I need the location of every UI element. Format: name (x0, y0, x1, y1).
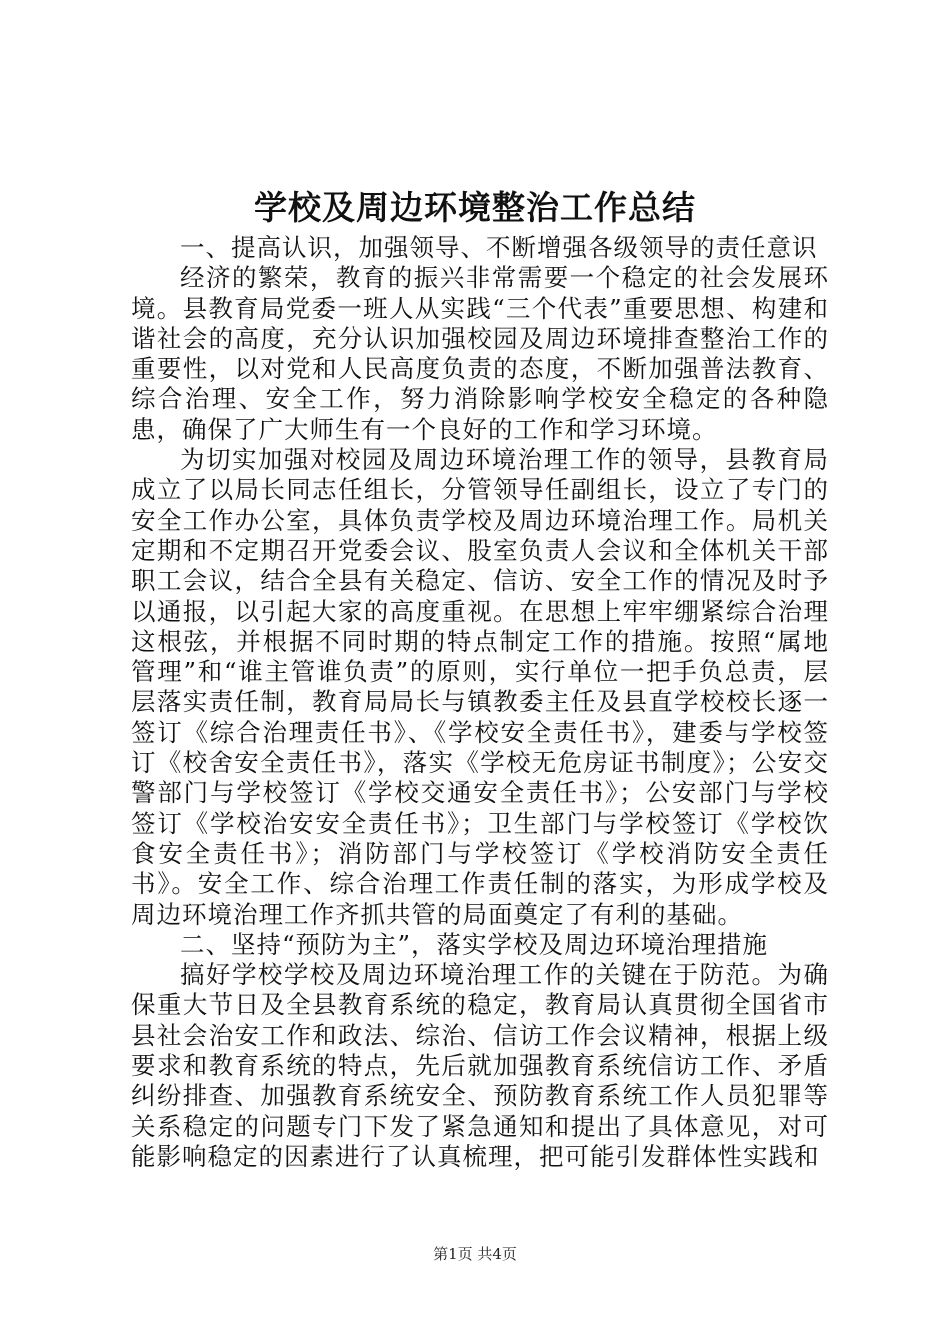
section-heading-2: 二、坚持“预防为主”，落实学校及周边环境治理措施 (180, 929, 769, 959)
section-heading-1: 一、提高认识，加强领导、不断增强各级领导的责任意识 (180, 233, 818, 262)
page-footer: 第1页 共4页 (433, 1245, 517, 1263)
document-title: 学校及周边环境整治工作总结 (254, 188, 696, 227)
body-paragraph: 为切实加强对校园及周边环境治理工作的领导，县教育局成立了以局长同志任组长，分管领导任副组长，设立了专门的安全工作办公室，具体负责学校及周边环境治理工作。局机关定期和不定期召开党委会议、股室负责人会议和全体机关干部职工会议，结合全县有关稳定、信访、安全工作的情况及时予以通报，以引起大家的高度重视。在思想上牢牢绷紧综合治理这根弦，并根据不同时期的特点制定工作的措施。按照“属地管理”和“谁主管谁负责”的原则，实行单位一把手负总责，层层落实责任制，教育局局长与镇教委主任及县直学校校长逐一签订《综合治理责任书》、《学校安全责任书》，建委与学校签订《校舍安全责任书》，落实《学校无危房证书制度》；公安交警部门与学校签订《学校交通安全责任书》；公安部门与学校签订《学校治安安全责任书》；卫生部门与学校签订《学校饮食安全责任书》；消防部门与学校签订《学校消防安全责任书》。安全工作、综合治理工作责任制的落实，为形成学校及周边环境治理工作齐抓共管的局面奠定了有利的基础。 (131, 445, 829, 929)
document-body (131, 233, 829, 1172)
body-paragraph: 经济的繁荣，教育的振兴非常需要一个稳定的社会发展环境。县教育局党委一班人从实践“三个代表”重要思想、构建和谐社会的高度，充分认识加强校园及周边环境排查整治工作的重要性，以对党和人民高度负责的态度，不断加强普法教育、综合治理、安全工作，努力消除影响学校安全稳定的各种隐患，确保了广大师生有一个良好的工作和学习环境。 (131, 263, 829, 444)
body-paragraph: 搞好学校学校及周边环境治理工作的关键在于防范。为确保重大节日及全县教育系统的稳定，教育局认真贯彻全国省市县社会治安工作和政法、综治、信访工作会议精神，根据上级要求和教育系统的特点，先后就加强教育系统信访工作、矛盾纠纷排查、加强教育系统安全、预防教育系统工作人员犯罪等关系稳定的问题专门下发了紧急通知和提出了具体意见，对可能影响稳定的因素进行了认真梳理，把可能引发群体性实践和 (131, 960, 829, 1171)
